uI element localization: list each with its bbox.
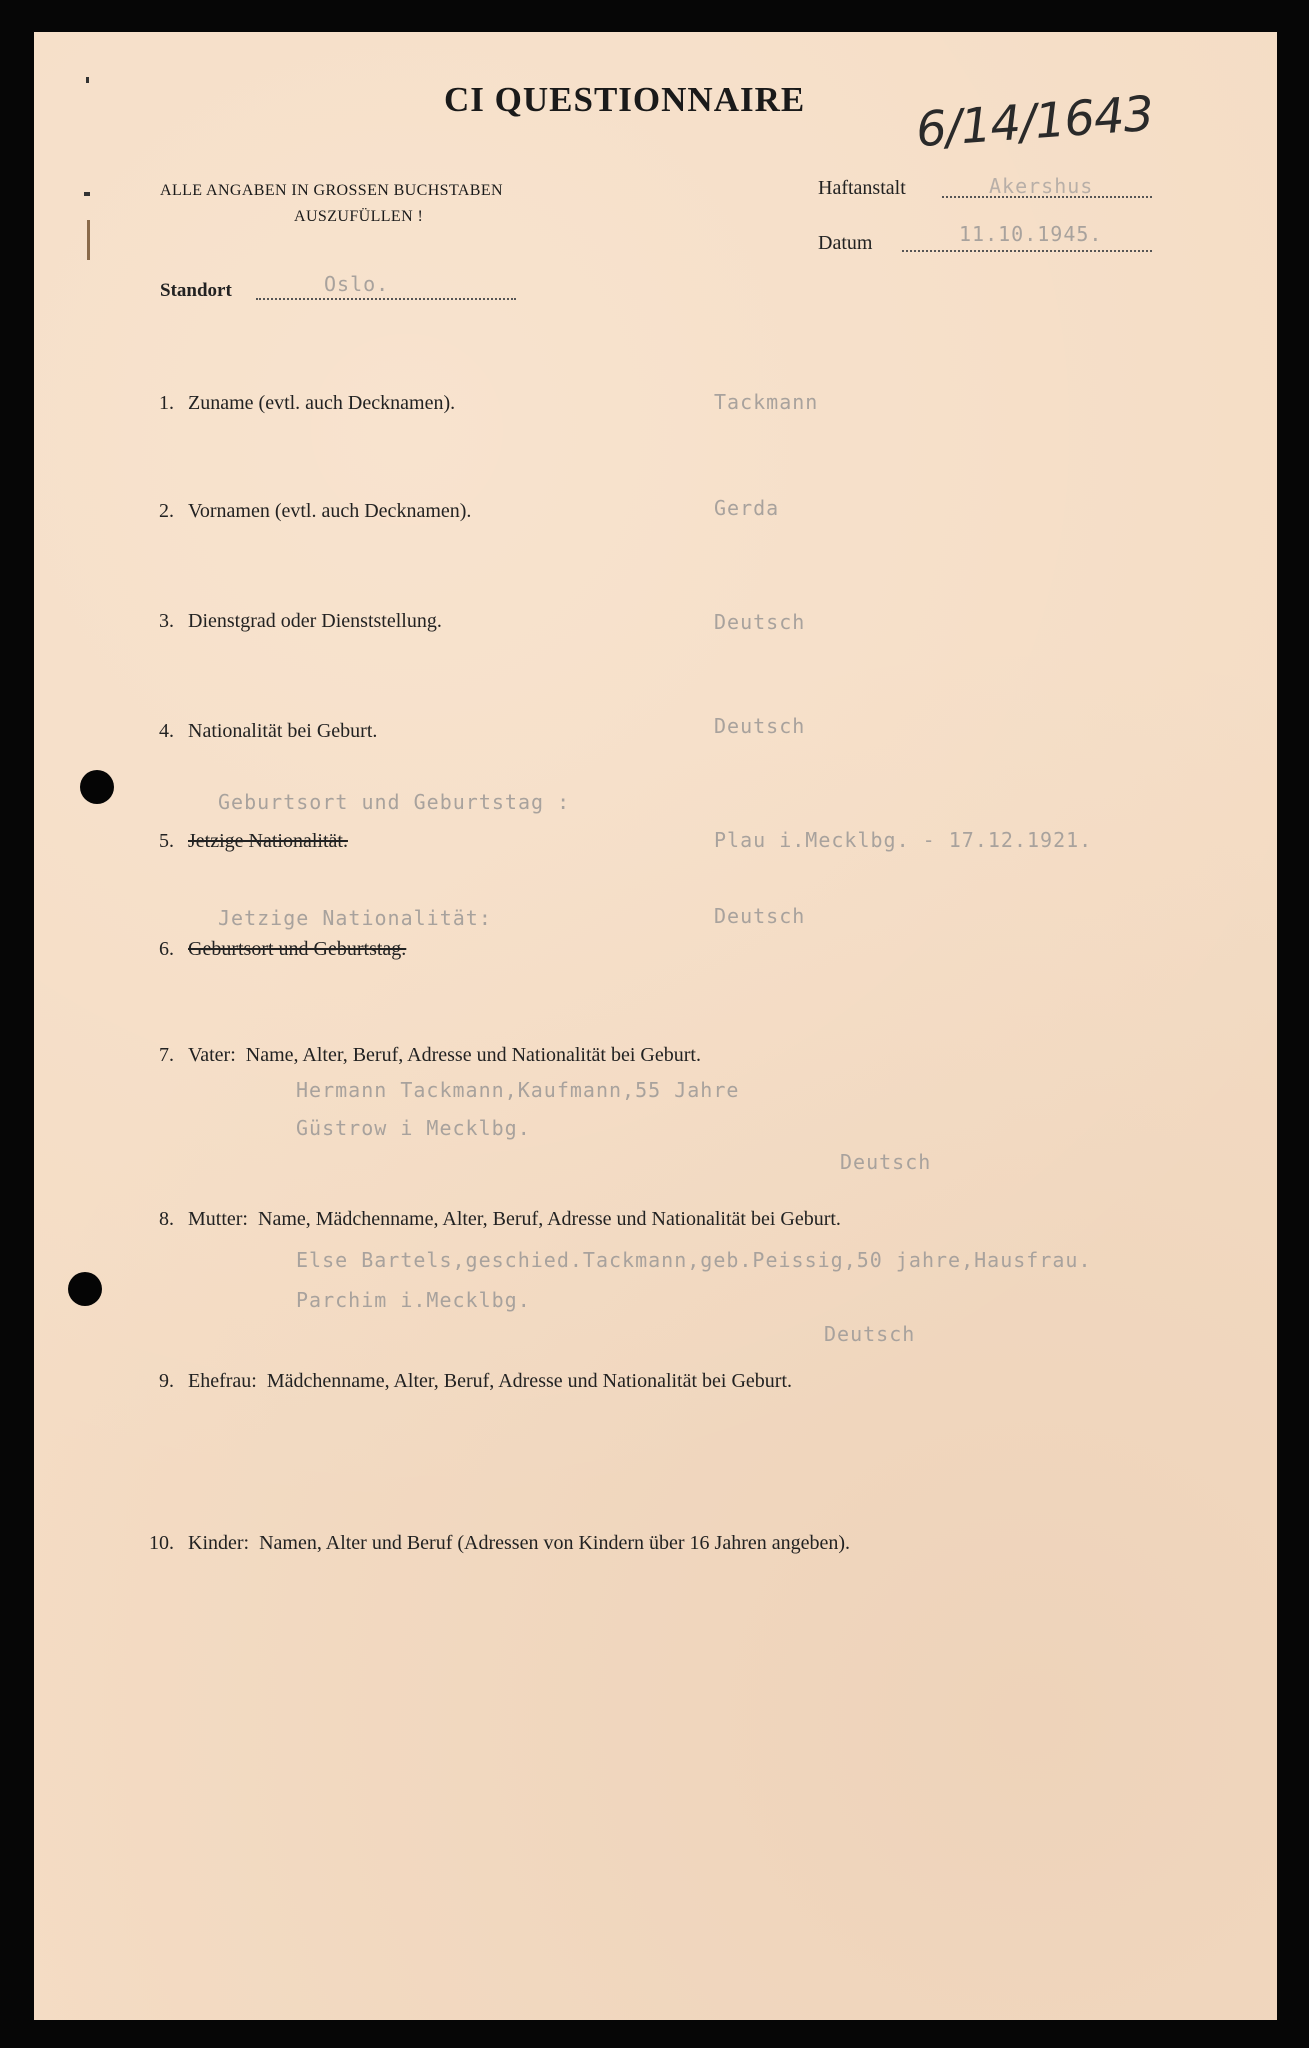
question-6: 6. Geburtsort und Geburtstag. bbox=[159, 938, 407, 960]
answer-5-birthplace-date: Plau i.Mecklbg. - 17.12.1921. bbox=[714, 828, 1093, 852]
punch-hole bbox=[68, 1272, 102, 1306]
instruction-line-1: ALLE ANGABEN IN GROSSEN BUCHSTABEN bbox=[160, 182, 503, 199]
question-2: 2. Vornamen (evtl. auch Decknamen). bbox=[159, 500, 472, 522]
handwritten-file-number: 6/14/1643 bbox=[914, 85, 1155, 159]
instruction-line-2: AUSZUFÜLLEN ! bbox=[294, 208, 424, 225]
punch-hole bbox=[80, 770, 114, 804]
question-8: 8. Mutter: Name, Mädchenname, Alter, Beruf, Adresse und Nationalität bei Geburt. bbox=[159, 1208, 841, 1230]
answer-8-mother-line-2: Parchim i.Mecklbg. bbox=[296, 1288, 531, 1312]
haftanstalt-label: Haftanstalt bbox=[818, 177, 906, 199]
question-3: 3. Dienstgrad oder Dienststellung. bbox=[159, 610, 442, 632]
question-10: 10. Kinder: Namen, Alter und Beruf (Adressen von Kindern über 16 Jahren angeben). bbox=[149, 1532, 851, 1554]
overtype-5: Geburtsort und Geburtstag : bbox=[218, 790, 571, 814]
questionnaire-page bbox=[34, 32, 1277, 2020]
edge-mark bbox=[86, 77, 89, 83]
question-1: 1. Zuname (evtl. auch Decknamen). bbox=[159, 392, 456, 414]
datum-value: 11.10.1945. bbox=[959, 222, 1103, 246]
answer-8-mother-line-1: Else Bartels,geschied.Tackmann,geb.Peissig,50 jahre,Hausfrau. bbox=[296, 1248, 1092, 1272]
answer-7-father-line-1: Hermann Tackmann,Kaufmann,55 Jahre bbox=[296, 1078, 740, 1102]
edge-mark bbox=[84, 192, 90, 196]
answer-1-surname: Tackmann bbox=[714, 390, 819, 414]
answer-7-father-nationality: Deutsch bbox=[840, 1150, 932, 1174]
answer-3-rank: Deutsch bbox=[714, 610, 806, 634]
answer-6-current-nationality: Deutsch bbox=[714, 904, 806, 928]
standort-value: Oslo. bbox=[324, 272, 390, 296]
answer-8-mother-nationality: Deutsch bbox=[824, 1322, 916, 1346]
answer-2-first-name: Gerda bbox=[714, 496, 780, 520]
question-9: 9. Ehefrau: Mädchenname, Alter, Beruf, Adresse und Nationalität bei Geburt. bbox=[159, 1370, 793, 1392]
datum-line bbox=[902, 250, 1152, 252]
datum-label: Datum bbox=[818, 232, 873, 254]
question-7: 7. Vater: Name, Alter, Beruf, Adresse und Nationalität bei Geburt. bbox=[159, 1044, 701, 1066]
answer-4-nationality-birth: Deutsch bbox=[714, 714, 806, 738]
document-title: CI QUESTIONNAIRE bbox=[444, 80, 806, 119]
question-5: 5. Jetzige Nationalität. bbox=[159, 830, 348, 852]
standort-label: Standort bbox=[160, 280, 232, 301]
answer-7-father-line-2: Güstrow i Mecklbg. bbox=[296, 1116, 531, 1140]
haftanstalt-value: Akershus bbox=[989, 174, 1094, 198]
overtype-6: Jetzige Nationalität: bbox=[218, 906, 492, 930]
standort-line bbox=[256, 298, 516, 300]
edge-mark bbox=[87, 220, 90, 260]
question-4: 4. Nationalität bei Geburt. bbox=[159, 720, 378, 742]
